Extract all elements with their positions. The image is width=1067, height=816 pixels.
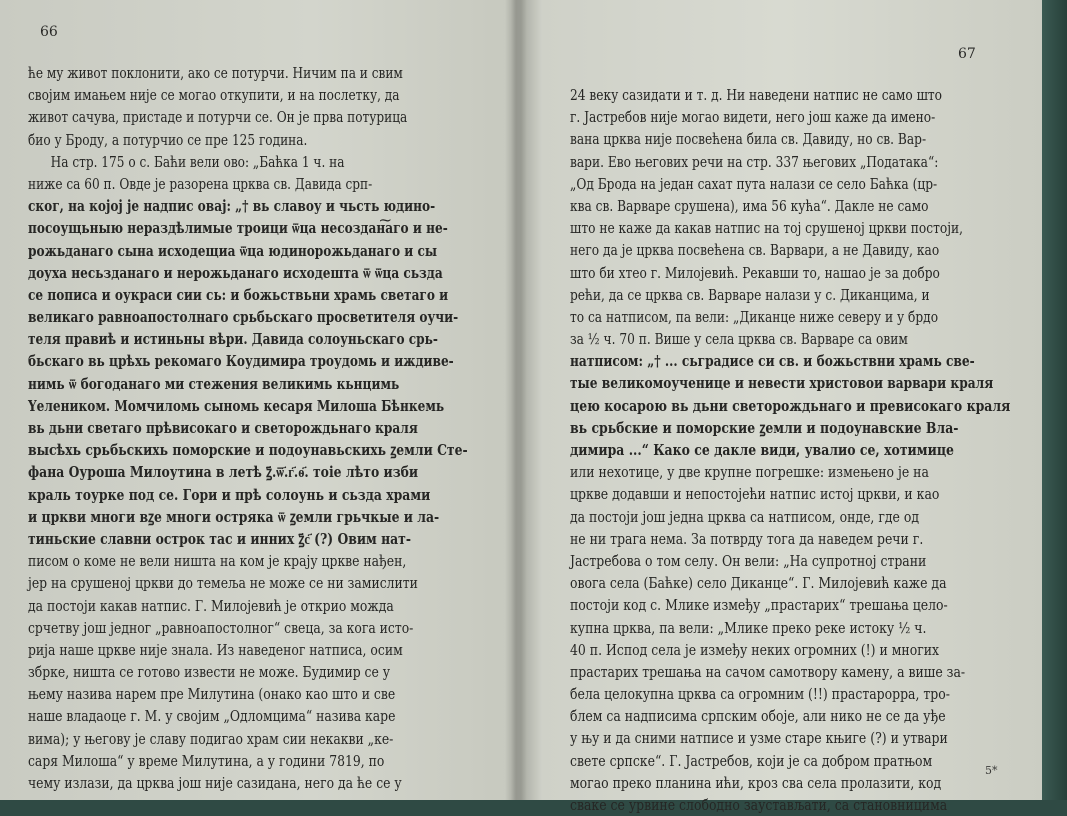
- text-line: димира ...“ Како се дакле види, увалио се, хотимице: [570, 441, 954, 459]
- text-line: вана црква није посвећена била св. Давиду, но св. Вар-: [570, 130, 927, 149]
- text-line: фана Оуроша Милоутина в летѣ ꙁ҃.ѿ҃.г҃.ѳ҃. тоіе лѣто изби: [28, 463, 419, 482]
- text-line: што би хтео г. Милојевић. Рекавши то, нашао је за добро: [570, 263, 940, 282]
- text-line: ског, на којој је надпис овај: „† вь славоу и чьсть юдино-: [28, 197, 436, 216]
- text-line: рожьданаго сына исходещиа ѿца юдинорожьданаго и сы: [28, 241, 438, 260]
- text-line: наше владаоце г. М. у својим „Одломцима“ назива каре: [28, 707, 396, 726]
- text-line: рећи, да се црква св. Варваре налази у с. Диканцима, и: [570, 285, 930, 304]
- text-line: вари. Ево његових речи на стр. 337 његових „Података“:: [570, 152, 939, 171]
- text-line: не ни трага нема. За потврду тога да наведем речи г.: [570, 529, 924, 548]
- text-line: цею косарою вь дьни светорождьнаго и превисокаго краля: [570, 396, 1011, 415]
- book-cover-edge: [1042, 0, 1067, 800]
- text-line: свете српске“. Г. Јастребов, који је са добром пратњом: [570, 751, 933, 770]
- text-line: „Од Брода на један сахат пута налази се село Баћка (цр-: [570, 174, 938, 193]
- text-line: саря Милоша“ у време Милутина, а у години 7819, по: [28, 751, 385, 770]
- text-line: писом о коме не вели ништа на ком је крају цркве нађен,: [28, 552, 407, 571]
- text-line: вь дьни светаго прѣвисокаго и светорождьнаго краля: [28, 419, 418, 437]
- text-line: 40 п. Испод села је између неких огромних (!) и многих: [570, 640, 940, 659]
- text-line: могао преко планина ићи, кроз сва села пролазити, код: [570, 773, 942, 792]
- text-line: бьскаго вь црѣхь рекомаго Коудимира троудомь и иждиве-: [28, 352, 454, 371]
- text-line: или нехотице, у две крупне погрешке: измењено је на: [570, 463, 929, 482]
- text-line: ће му живот поклонити, ако се потурчи. Ничим па и свим: [28, 64, 403, 82]
- text-line: 24 веку сазидати и т. д. Ни наведени натпис не само што: [570, 86, 943, 104]
- text-line: посоущьныю нераздѣлимые троици ѿца несоздан͠аго и не-: [28, 219, 448, 238]
- text-line: г. Јастребов није могао видети, него још каже да имено-: [570, 108, 936, 127]
- text-line: вима); у његову је славу подигао храм сии некакви „ке-: [28, 729, 394, 748]
- text-line: сваке се урвине слободно заустављати, са становницима: [570, 796, 948, 814]
- text-line: постоји код с. Млике између „прастарих“ трешања цело-: [570, 596, 948, 615]
- text-line: купна црква, па вели: „Млике преко реке истоку ½ ч.: [570, 618, 927, 637]
- text-line: высѣхь срьбьскихь поморские и подоунавьскихь ꙁемли Сте-: [28, 441, 468, 460]
- text-line: блем са надписима српским обоје, али нико не се да уђе: [570, 707, 946, 726]
- text-line: јер на срушеној цркви до темеља не може се ни замислити: [28, 574, 418, 593]
- text-line: рија наше цркве није знала. Из наведеног натписа, осим: [28, 640, 403, 659]
- text-line: ниже са 60 п. Овде је разорена црква св. Давида срп-: [28, 174, 373, 193]
- text-line: Јастребова о том селу. Он вели: „На супротној страни: [570, 551, 927, 570]
- signature-mark: 5*: [985, 764, 998, 777]
- text-line: цркве додавши и непостојећи натпис истој цркви, и као: [570, 485, 940, 504]
- text-line: тиньские славни острок тас и инних ꙁ҃с҃ (?) Овим нат-: [28, 529, 411, 548]
- text-line: овога села (Баћке) село Диканце“. Г. Милојевић каже да: [570, 574, 947, 593]
- text-line: својим имањем није се могао откупити, и на послетку, да: [28, 86, 400, 105]
- text-line: у њу и да сними натписе и узме старе књиге (?) и утвари: [570, 729, 948, 748]
- text-line: да постоји какав натпис. Г. Милојевић је открио можда: [28, 596, 394, 615]
- text-block: [570, 84, 1067, 816]
- text-line: био у Броду, а потурчио се пре 125 година.: [28, 130, 308, 149]
- text-block: [28, 62, 561, 794]
- text-line: срчетву још једног „равноапостолног“ свеца, за кога исто-: [28, 618, 414, 637]
- text-line: краль тоурке под се. Гори и прѣ солоунь и сьзда храми: [28, 485, 431, 504]
- text-line: него да је црква посвећена св. Варвари, а не Давиду, као: [570, 241, 940, 260]
- text-line: ква св. Варваре срушена), има 56 кућа“. Дакле не само: [570, 196, 929, 215]
- text-line: Үелеником. Момчиломь сыномь кесаря Милоша Бѣнкемь: [28, 396, 445, 415]
- text-line: тые великомоученице и невести христовои варвари краля: [570, 374, 994, 393]
- text-line: збрке, ништа се готово извести не може. Будимир се у: [28, 663, 391, 682]
- text-line: бела целокупна црква са огромним (!!) прастарорра, тро-: [570, 685, 950, 704]
- text-line: вь срьбские и поморские ꙁемли и подоунавские Вла-: [570, 418, 959, 437]
- page-number: 67: [958, 46, 976, 62]
- text-line: доуха несьзданаго и нерожьданаго исходешта ѿ ѿца сьзда: [28, 263, 443, 282]
- text-line: се пописа и оукраси сии сь: и божьствьни храмь светаго и: [28, 285, 449, 304]
- text-line: На стр. 175 о с. Баћи вели ово: „Баћка 1 ч. на: [50, 152, 345, 171]
- text-line: што не каже да какав натпис на тој срушеној цркви постоји,: [570, 219, 964, 238]
- text-line: да постоји још једна црква са натписом, онде, где од: [570, 507, 920, 526]
- text-line: то са натписом, па вели: „Диканце ниже северу и у брдо: [570, 307, 939, 326]
- text-line: за ½ ч. 70 п. Више у села црква св. Варваре са овим: [570, 330, 908, 349]
- text-line: натписом: „† ... сьградисе си св. и божьствни храмь све-: [570, 352, 975, 371]
- text-line: и цркви многи вꙁе многи остряка ѿ ꙁемли грьчкые и ла-: [28, 507, 440, 526]
- text-line: нимь ѿ богоданаго ми стежения великимь кьнцимь: [28, 374, 400, 393]
- text-line: прастарих трешања на сачом самотвору камену, а више за-: [570, 662, 966, 681]
- page-number: 66: [40, 24, 58, 40]
- text-line: теля правиѣ и истиньны вѣри. Давида солоуньскаго срь-: [28, 330, 438, 349]
- text-line: чему излази, да црква још није сазидана, него да ће се у: [28, 774, 402, 792]
- text-line: њему назива нарем пре Милутина (онако као што и све: [28, 685, 396, 704]
- text-line: живот сачува, пристаде и потурчи се. Он је прва потурица: [28, 108, 408, 127]
- text-line: великаго равноапостолнаго срьбьскаго просветителя оучи-: [28, 308, 459, 327]
